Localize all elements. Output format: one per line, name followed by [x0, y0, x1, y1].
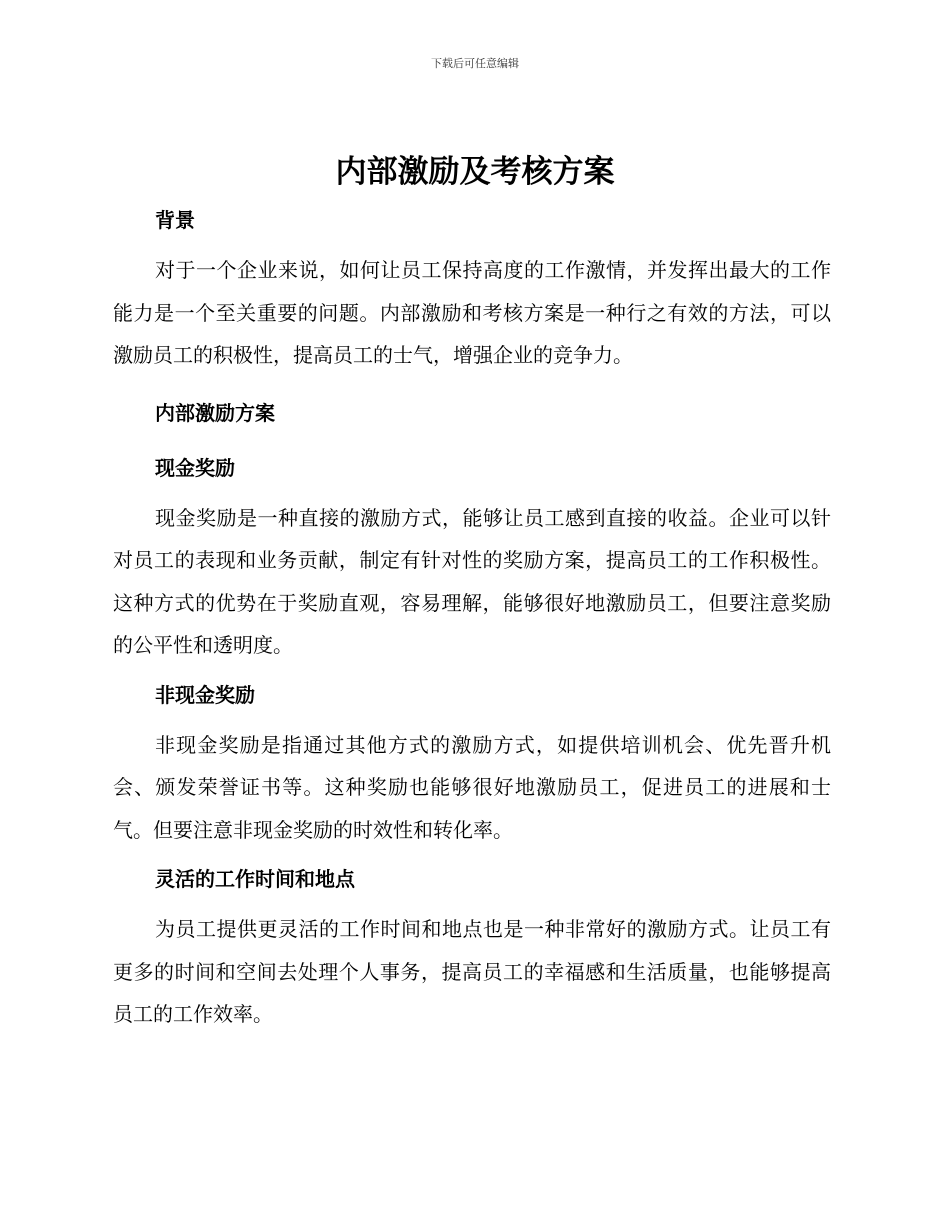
- section-paragraph: 非现金奖励是指通过其他方式的激励方式，如提供培训机会、优先晋升机会、颁发荣誉证书等。这种奖励也能够很好地激励员工，促进员工的进展和士气。但要注意非现金奖励的时效性和转化率。: [113, 732, 831, 842]
- section-flexible-work: [113, 859, 831, 1036]
- section-heading: 灵活的工作时间和地点: [155, 867, 355, 891]
- section-heading: 背景: [155, 208, 195, 232]
- section-heading: 现金奖励: [155, 455, 235, 480]
- section-heading: 非现金奖励: [155, 682, 255, 707]
- section-background: [113, 200, 831, 377]
- section-cash-reward: [113, 448, 831, 667]
- section-heading: 内部激励方案: [155, 400, 275, 425]
- section-paragraph: 现金奖励是一种直接的激励方式，能够让员工感到直接的收益。企业可以针对员工的表现和业务贡献，制定有针对性的奖励方案，提高员工的工作积极性。这种方式的优势在于奖励直观，容易理解，能够很好地激励员工，但要注意奖励的公平性和透明度。: [113, 505, 831, 657]
- section-paragraph: 为员工提供更灵活的工作时间和地点也是一种非常好的激励方式。让员工有更多的时间和空间去处理个人事务，提高员工的幸福感和生活质量，也能够提高员工的工作效率。: [113, 917, 831, 1026]
- document-title: 内部激励及考核方案: [335, 154, 615, 190]
- section-non-cash-reward: [113, 675, 831, 852]
- header-note: 下载后可任意编辑: [431, 57, 519, 70]
- section-paragraph: 对于一个企业来说，如何让员工保持高度的工作激情，并发挥出最大的工作能力是一个至关重要的问题。内部激励和考核方案是一种行之有效的方法，可以激励员工的积极性，提高员工的士气，增强企业的竞争力。: [113, 258, 831, 367]
- document-body: [113, 200, 831, 1044]
- section-internal-incentive-plan: [113, 393, 831, 433]
